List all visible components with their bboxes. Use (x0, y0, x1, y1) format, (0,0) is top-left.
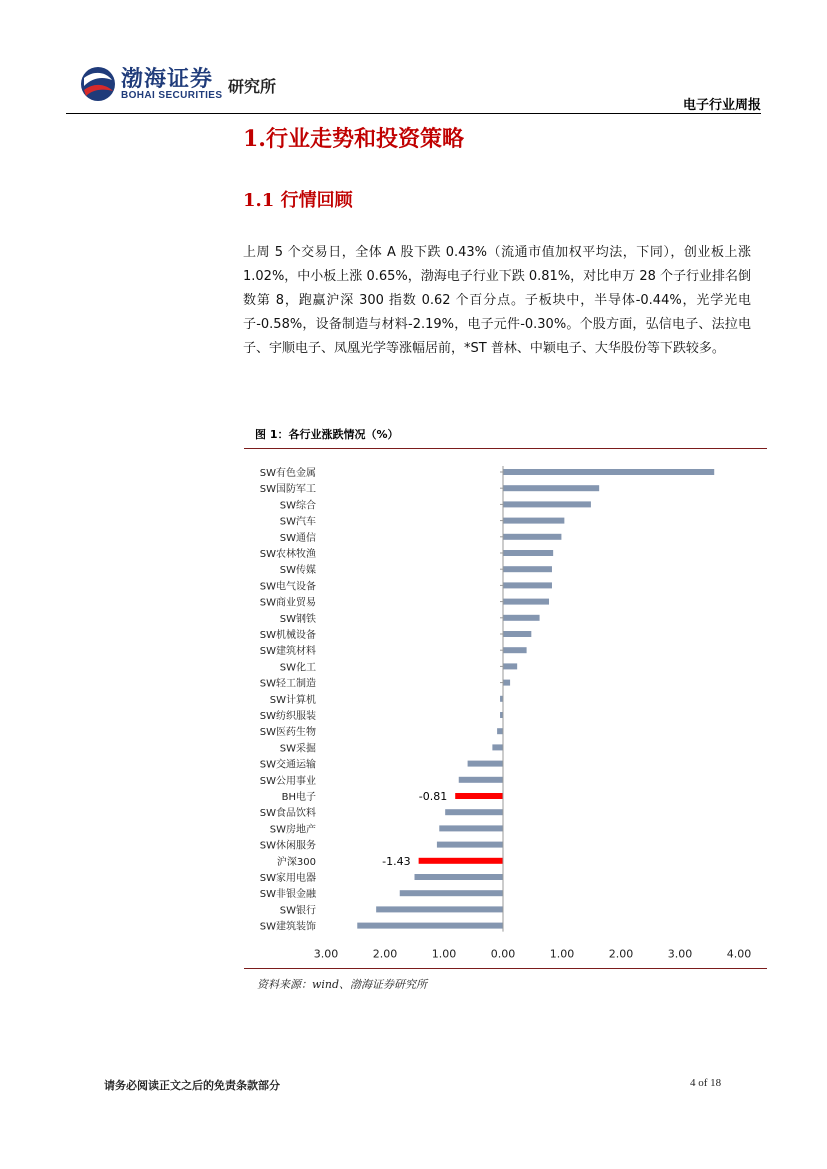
category-label: SW计算机 (269, 694, 316, 706)
category-label: SW传媒 (279, 565, 316, 577)
bar (419, 858, 503, 864)
category-label: SW有色金属 (259, 468, 316, 479)
category-label: SW交通运输 (259, 759, 316, 771)
x-tick-label: 3.00 (313, 947, 339, 961)
category-label: SW银行 (279, 905, 316, 917)
category-label: SW建筑材料 (259, 646, 316, 658)
bar (439, 825, 503, 831)
category-label: SW农林牧渔 (259, 549, 316, 560)
category-label: SW公用事业 (259, 775, 316, 787)
page-number: 4 of 18 (690, 1077, 722, 1089)
x-tick-label: 3.00 (667, 947, 693, 961)
bar (400, 890, 503, 896)
bar (445, 809, 503, 815)
bar (503, 680, 510, 686)
category-label: SW综合 (279, 500, 316, 512)
disclaimer-note: 请务必阅读正文之后的免责条款部分 (104, 1079, 280, 1092)
bar (503, 663, 517, 669)
category-label: SW汽车 (279, 516, 316, 528)
market-review-paragraph: 上周 5 个交易日，全体 A 股下跌 0.43%（流通市值加权平均法，下同），创业板上涨 1.02%，中小板上涨 0.65%，渤海电子行业下跌 0.81%，对比申万 28 个子行业排名倒数第 8，跑赢沪深 300 指数 0.62 个百分点。子板块中，半导体-0.44%，光学光电子-0.58%，设备制造与材料-2.19%，电子元件-0.30%。个股方面，弘信电子、法拉电子、宇顺电子、凤凰光学等涨幅居前，*ST 普林、中颖电子、大华股份等下跌较多。 (243, 245, 751, 356)
category-label: SW轻工制造 (259, 678, 316, 690)
bar (503, 501, 591, 507)
category-label: SW通信 (279, 532, 316, 544)
x-tick-label: 1.00 (549, 947, 575, 961)
category-label: SW商业贸易 (259, 597, 316, 609)
bar (455, 793, 503, 799)
bar (503, 469, 714, 475)
category-label: SW国防军工 (259, 484, 316, 496)
bar (503, 550, 553, 556)
bar (503, 566, 552, 572)
bar (468, 761, 503, 767)
category-label: SW化工 (279, 662, 316, 674)
bar (503, 599, 549, 605)
category-label: 沪深300 (276, 856, 316, 868)
bar (503, 631, 531, 637)
category-label: BH电子 (281, 792, 316, 803)
bar (503, 582, 552, 588)
x-tick-label: 0.00 (490, 947, 516, 961)
category-label: SW纺织服装 (259, 711, 316, 722)
bar (415, 874, 504, 880)
bar (376, 906, 503, 912)
x-tick-label: 2.00 (372, 947, 398, 961)
figure-bottom-rule (244, 968, 767, 969)
logo-icon (80, 64, 116, 104)
x-tick-label: 2.00 (608, 947, 634, 961)
institute-label: 研究所 (228, 77, 277, 96)
header-divider (66, 113, 761, 114)
bar (357, 923, 503, 929)
bar (437, 842, 503, 848)
category-label: SW医药生物 (259, 727, 316, 739)
bar (503, 534, 561, 540)
bar (503, 647, 527, 653)
bar (497, 728, 503, 734)
section-heading: 1.行业走势和投资策略 (243, 126, 464, 152)
x-tick-label: 1.00 (431, 947, 457, 961)
category-label: SW房地产 (269, 824, 316, 836)
bar (492, 744, 503, 750)
category-label: SW电气设备 (259, 581, 316, 593)
data-label: -0.81 (418, 790, 448, 803)
subsection-heading: 1.1 行情回顾 (243, 190, 353, 211)
category-label: SW非银金融 (259, 889, 316, 901)
category-label: SW建筑装饰 (259, 921, 316, 933)
category-label: SW钢铁 (279, 613, 316, 625)
category-label: SW家用电器 (259, 873, 316, 884)
logo-chinese-name: 渤海证券 (121, 67, 214, 92)
figure-source: 资料来源：wind、渤海证券研究所 (257, 978, 428, 991)
logo-english-name: BOHAI SECURITIES (121, 90, 223, 101)
industry-change-chart (244, 452, 767, 966)
category-label: SW食品饮料 (259, 808, 316, 820)
category-label: SW采掘 (279, 743, 316, 755)
category-label: SW机械设备 (259, 630, 316, 641)
category-label: SW休闲服务 (259, 840, 316, 852)
bar (459, 777, 503, 783)
bar (503, 518, 564, 524)
x-tick-label: 4.00 (726, 947, 752, 961)
figure-title: 图 1：各行业涨跌情况（%） (255, 428, 399, 441)
report-type: 电子行业周报 (682, 98, 761, 113)
bar (503, 615, 540, 621)
figure-top-rule (244, 448, 767, 449)
data-label: -1.43 (382, 854, 411, 868)
bar (503, 485, 599, 491)
